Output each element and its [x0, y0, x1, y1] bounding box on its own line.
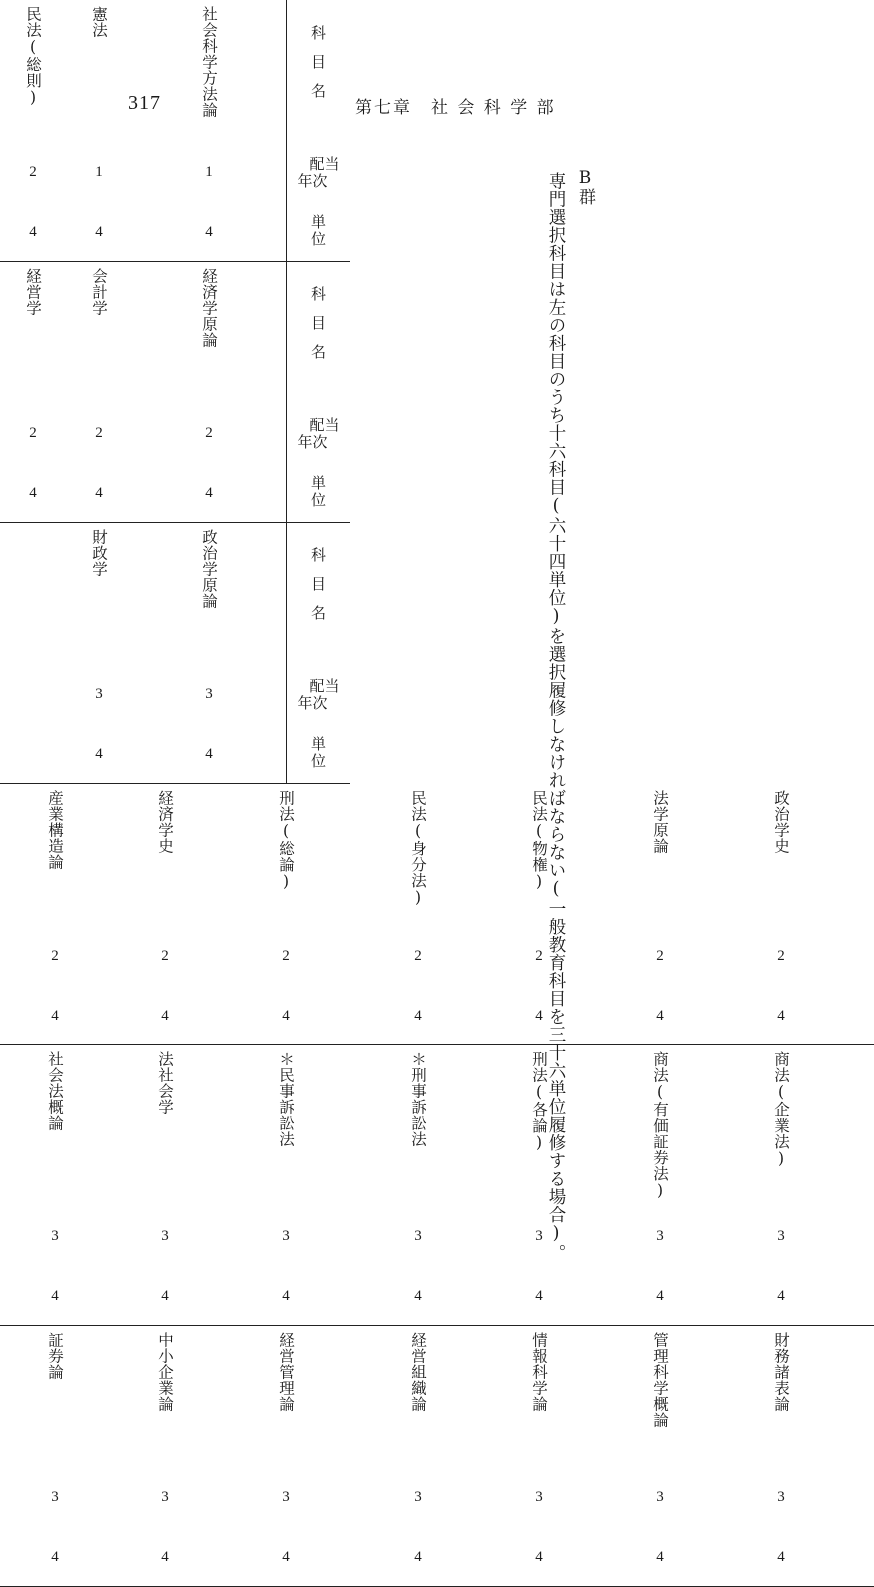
year-value [836, 1465, 874, 1530]
page-number: 317 [128, 92, 161, 114]
header-year [297, 417, 339, 451]
subject-name: 政治学史 [772, 789, 790, 854]
year-value: 2 [777, 947, 785, 964]
year-value: 3 [205, 686, 213, 702]
year-value: 1 [205, 164, 213, 180]
year-value [836, 1204, 874, 1269]
units-value [836, 989, 874, 1045]
units-value: 4 [0, 466, 66, 522]
year-value: 3 [414, 1228, 422, 1244]
subject-name: 民法(総則) [24, 6, 42, 107]
subject-name: 証券論 [46, 1331, 64, 1380]
table-row [0, 924, 874, 989]
subject-name: 社会科学方法論 [200, 6, 218, 118]
table-row [0, 989, 874, 1045]
year-value: 3 [282, 1228, 290, 1244]
table-row [0, 466, 350, 522]
header-year-line2: 年次 [297, 693, 328, 712]
header-subject: 科目名 [309, 285, 327, 373]
year-value: 3 [161, 1489, 169, 1505]
group-b-intro: 専門選択科目は左の科目のうち十六科目(六十四単位)を選択履修しなければならない(一般教育科目を三十六単位履修する場合)。 [546, 172, 566, 1262]
year-value: 3 [51, 1228, 59, 1244]
chapter-title: 第七章 社 会 科 学 部 [355, 98, 556, 118]
year-value: 3 [656, 1489, 664, 1505]
year-value: 3 [777, 1489, 785, 1505]
table-row [0, 401, 350, 466]
units-value: 4 [220, 1530, 352, 1586]
subject-name: 法社会学 [156, 1051, 174, 1115]
subject-name: 経済学史 [156, 789, 174, 854]
subject-name: 管理科学概論 [651, 1331, 669, 1428]
year-value: 2 [656, 947, 664, 964]
table-row [0, 1465, 874, 1530]
year-value: 2 [161, 947, 169, 964]
units-value: 4 [132, 205, 287, 261]
year-value: 3 [161, 1228, 169, 1244]
units-value: 4 [220, 989, 352, 1045]
header-year-line1: 配当 [309, 415, 340, 434]
units-value: 4 [132, 727, 287, 783]
table-row [0, 1204, 874, 1269]
group-b-label: B群 [575, 168, 595, 205]
year-value: 2 [535, 947, 543, 964]
table-row [0, 140, 350, 205]
year-value: 3 [51, 1489, 59, 1505]
units-value: 4 [66, 466, 132, 522]
header-subject: 科目名 [309, 546, 327, 634]
units-value: 4 [110, 1269, 220, 1325]
year-value: 3 [535, 1228, 543, 1244]
year-value: 3 [535, 1489, 543, 1505]
subject-name: 民法(身分法) [409, 789, 427, 907]
units-value: 4 [484, 989, 594, 1045]
table-row [0, 784, 874, 924]
table-row [0, 1045, 874, 1205]
units-value: 4 [0, 989, 110, 1045]
subject-name: 産業構造論 [46, 789, 64, 870]
header-subject: 科目名 [309, 24, 327, 112]
header-units: 単位 [309, 735, 327, 770]
units-value: 4 [132, 466, 287, 522]
year-value: 2 [95, 425, 103, 441]
subject-name: 民法(物権) [530, 789, 548, 891]
year-value: 3 [777, 1228, 785, 1244]
year-value: 1 [95, 164, 103, 180]
header-units: 単位 [309, 213, 327, 248]
units-value: 4 [0, 1530, 110, 1586]
table-row [0, 0, 350, 140]
units-value: 4 [0, 205, 66, 261]
tableA-grid [0, 0, 350, 784]
year-value: 2 [282, 947, 290, 964]
subject-name: 法学原論 [651, 789, 669, 854]
subject-name: 商法(企業法) [772, 1051, 790, 1168]
units-value [836, 1269, 874, 1325]
subject-name: 中小企業論 [156, 1331, 174, 1412]
table-row [0, 522, 350, 662]
subject-name: 経営学 [24, 267, 42, 316]
year-value: 3 [95, 686, 103, 702]
subject-name: 財務諸表論 [772, 1331, 790, 1412]
table-row [0, 727, 350, 783]
units-value: 4 [484, 1530, 594, 1586]
subject-name: 情報科学論 [530, 1331, 548, 1412]
units-value: 4 [484, 1269, 594, 1325]
units-value: 4 [594, 989, 726, 1045]
header-year-line2: 年次 [297, 171, 328, 190]
units-value: 4 [66, 205, 132, 261]
header-units: 単位 [309, 474, 327, 509]
subject-name: 社会法概論 [46, 1051, 64, 1131]
table-row [0, 1530, 874, 1586]
subject-name: 経済学原論 [200, 267, 218, 348]
table-row [0, 1325, 874, 1465]
year-value [0, 662, 66, 727]
table-row [0, 1269, 874, 1325]
subject-name: 商法(有価証券法) [651, 1051, 669, 1200]
year-value: 2 [414, 947, 422, 964]
subject-name: ＊刑事訴訟法 [409, 1051, 427, 1147]
table-row [0, 205, 350, 261]
header-year-line1: 配当 [309, 676, 340, 695]
year-value: 2 [205, 425, 213, 441]
header-year [297, 156, 339, 190]
tableB-grid [0, 784, 874, 1587]
units-value: 4 [220, 1269, 352, 1325]
year-value: 2 [29, 425, 37, 441]
units-value [0, 727, 66, 783]
units-value: 4 [352, 989, 484, 1045]
section-b-table [0, 784, 874, 1587]
table-row [0, 261, 350, 401]
units-value: 4 [726, 989, 836, 1045]
subject-name: 経営管理論 [277, 1331, 295, 1412]
units-value: 4 [110, 989, 220, 1045]
units-value: 4 [0, 1269, 110, 1325]
subject-name: 刑法(各論) [530, 1051, 548, 1152]
subject-name: 刑法(総論) [277, 789, 295, 891]
subject-name: 憲法 [90, 6, 108, 38]
subject-name: 会計学 [90, 267, 108, 316]
header-year [297, 678, 339, 712]
units-value: 4 [726, 1269, 836, 1325]
units-value: 4 [726, 1530, 836, 1586]
units-value: 4 [352, 1530, 484, 1586]
units-value: 4 [66, 727, 132, 783]
table-row [0, 662, 350, 727]
year-value: 2 [51, 947, 59, 964]
units-value: 4 [594, 1269, 726, 1325]
year-value: 3 [656, 1228, 664, 1244]
year-value: 3 [282, 1489, 290, 1505]
year-value: 2 [29, 164, 37, 180]
subject-name: 政治学原論 [200, 528, 218, 609]
year-value [836, 924, 874, 989]
subject-name: ＊民事訴訟法 [277, 1051, 295, 1147]
units-value: 4 [352, 1269, 484, 1325]
year-value: 3 [414, 1489, 422, 1505]
header-year-line2: 年次 [297, 432, 328, 451]
units-value [836, 1530, 874, 1586]
subject-name: 経営組織論 [409, 1331, 427, 1412]
units-value: 4 [110, 1530, 220, 1586]
header-year-line1: 配当 [309, 154, 340, 173]
units-value: 4 [594, 1530, 726, 1586]
subject-name: 財政学 [90, 528, 108, 577]
